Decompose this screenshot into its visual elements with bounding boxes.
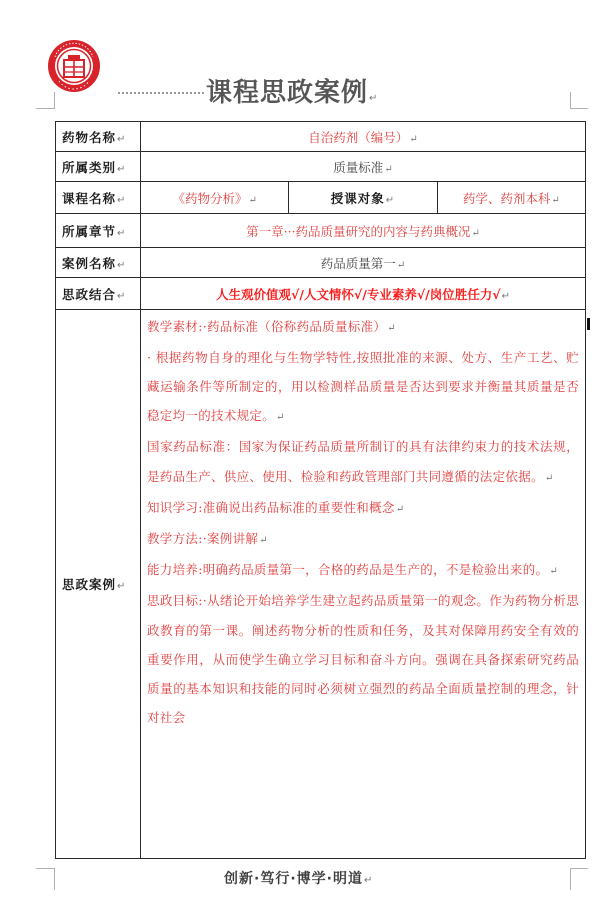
crop-mark-bottom-right-v	[570, 868, 571, 890]
crop-mark-top-left-h	[36, 108, 54, 109]
chapter-label: 所属章节↵	[56, 214, 141, 248]
university-seal-logo	[47, 39, 101, 93]
chapter-value: 第一章···药品质量研究的内容与药典概况↵	[141, 214, 586, 248]
page-title: 课程思政案例↵	[206, 78, 379, 108]
case-paragraph: 教学素材:·药品标准（俗称药品质量标准）↵	[147, 318, 396, 334]
category-value: 质量标准↵	[141, 152, 586, 182]
ideology-value: 人生观价值观√/人文情怀√/专业素养√/岗位胜任力√↵	[141, 278, 586, 310]
crop-mark-top-right-v	[570, 92, 571, 109]
footer-motto: 创新·笃行·博学·明道↵	[224, 871, 374, 887]
target-audience-label: 授课对象↵	[289, 182, 437, 214]
crop-mark-bottom-left-h	[36, 868, 54, 869]
case-label: 思政案例↵	[56, 310, 141, 859]
table-row-chapter	[56, 214, 586, 248]
case-name-label: 案例名称↵	[56, 248, 141, 278]
course-value: 《药物分析》↵	[141, 182, 289, 214]
case-paragraph: 教学方法:·案例讲解↵	[147, 530, 268, 546]
case-name-value: 药品质量第一↵	[141, 248, 586, 278]
drug-name-value: 自治药剂（编号）↵	[141, 122, 586, 152]
drug-name-label: 药物名称↵	[56, 122, 141, 152]
case-body	[141, 310, 586, 859]
ideology-label: 思政结合↵	[56, 278, 141, 310]
case-paragraph: 知识学习:准确说出药品标准的重要性和概念↵	[147, 499, 405, 515]
target-audience-value: 药学、药剂本科↵	[437, 182, 585, 214]
crop-mark-bottom-left-v	[54, 868, 55, 890]
text-cursor	[587, 318, 590, 330]
table-row-drug-name	[56, 122, 586, 152]
crop-mark-bottom-right-h	[570, 868, 588, 869]
category-label: 所属类别↵	[56, 152, 141, 182]
case-paragraph: 能力培养:明确药品质量第一，合格的药品是生产的，不是检验出来的。↵	[147, 562, 558, 578]
case-paragraph: 思政目标:·从绪论开始培养学生建立起药品质量第一的观念。作为药物分析思政教育的第一课。阐述药物分析的性质和任务，及其对保障用药安全有效的重要作用，从而使学生确立学习目标和奋斗方向。强调在具备探索研究药品质量的基本知识和技能的同时必须树立强烈的药品全面质量控制的理念，针对社会	[147, 593, 579, 726]
table-row-case-name	[56, 248, 586, 278]
table-row-course	[56, 182, 586, 214]
table-row-category	[56, 152, 586, 182]
crop-mark-top-left-v	[54, 92, 55, 109]
header-dotted-leader	[118, 92, 204, 94]
table-row-ideology	[56, 278, 586, 310]
table-row-case	[56, 310, 586, 859]
case-info-table	[55, 121, 586, 859]
course-label: 课程名称↵	[56, 182, 141, 214]
case-paragraph: · 根据药物自身的理化与生物学特性,按照批准的来源、处方、生产工艺、贮藏运输条件等所制定的，用以检测样品质量是否达到要求并衡量其质量是否稳定均一的技术规定。↵	[147, 349, 579, 424]
case-paragraph: 国家药品标准：国家为保证药品质量所制订的具有法律约束力的技术法规，是药品生产、供应、使用、检验和药政管理部门共同遵循的法定依据。↵	[147, 439, 579, 484]
crop-mark-top-right-h	[570, 108, 588, 109]
